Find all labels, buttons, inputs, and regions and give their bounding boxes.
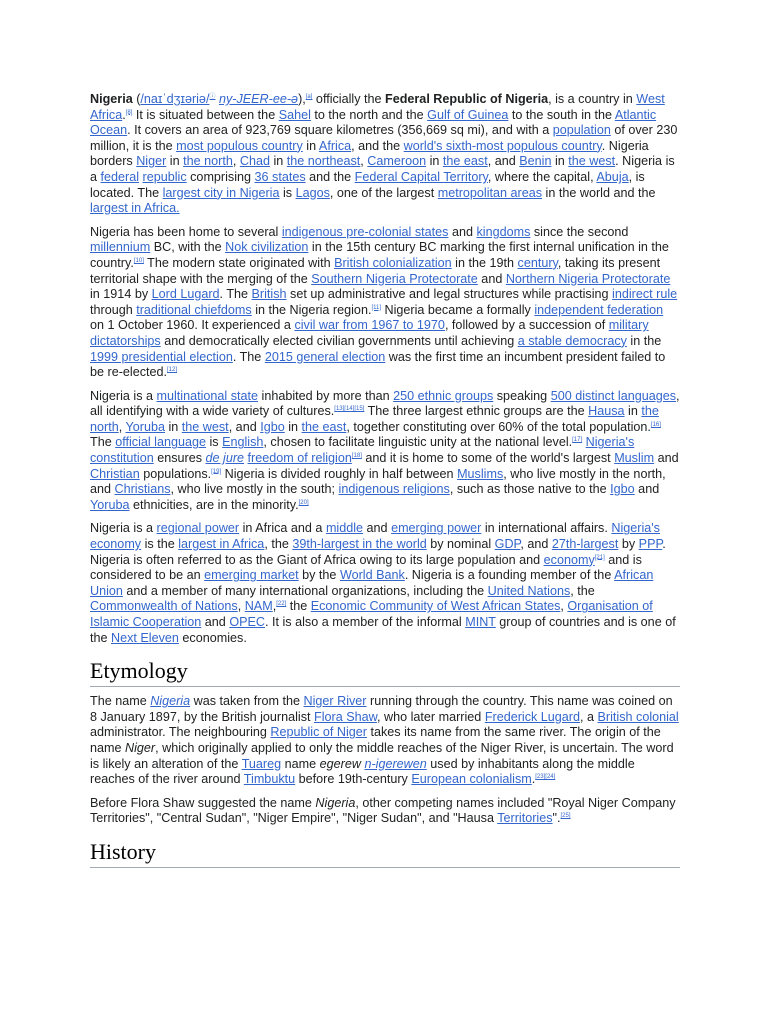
article-link[interactable]: European colonialism bbox=[411, 772, 532, 787]
text-run: speaking bbox=[493, 388, 551, 403]
article-link[interactable]: regional power bbox=[156, 521, 240, 536]
text-run: populations. bbox=[139, 466, 212, 481]
text-run: Nigeria has been home to several bbox=[90, 224, 282, 239]
article-link[interactable]: Igbo bbox=[610, 482, 635, 497]
text-run: , is a country in bbox=[548, 92, 637, 106]
text-run: , chosen to facilitate linguistic unity at the national level. bbox=[263, 435, 573, 450]
article-link[interactable]: English bbox=[222, 435, 264, 450]
text-run: , bbox=[232, 154, 240, 169]
article-link[interactable]: largest in Africa bbox=[178, 537, 265, 552]
article-link[interactable]: world's sixth-most populous country bbox=[403, 138, 602, 153]
article-link[interactable]: PPP bbox=[638, 537, 663, 552]
lead-paragraph-3 bbox=[90, 389, 680, 514]
lead-paragraph-1 bbox=[90, 92, 680, 217]
article-link[interactable]: largest in Africa. bbox=[90, 201, 180, 216]
article-link[interactable]: the west bbox=[181, 419, 229, 434]
article-link[interactable]: Economic Community of West African States bbox=[310, 599, 561, 614]
text-run: in bbox=[302, 138, 319, 153]
text-run: in bbox=[164, 419, 182, 434]
article-link[interactable]: /naɪˈdʒɪəriə/ bbox=[140, 92, 210, 106]
article-link[interactable]: 500 distinct languages bbox=[550, 388, 677, 403]
article-link[interactable]: Flora Shaw bbox=[314, 709, 378, 724]
text-run: . bbox=[122, 107, 126, 122]
text-run: in bbox=[269, 154, 287, 169]
text-run: Nigeria is a bbox=[90, 521, 157, 536]
article-link[interactable]: indigenous religions bbox=[338, 482, 450, 497]
text-run: , is located. The bbox=[90, 169, 645, 200]
reference-link[interactable]: [17] bbox=[572, 437, 583, 444]
article-link[interactable]: 1999 presidential election bbox=[90, 349, 233, 364]
text-run: in Africa and a bbox=[239, 521, 326, 536]
reference-link[interactable]: [20] bbox=[298, 499, 309, 506]
article-link[interactable]: 39th-largest in the world bbox=[292, 537, 427, 552]
text-run: in 1914 by bbox=[90, 287, 152, 302]
article-link[interactable]: Chad bbox=[239, 154, 270, 169]
text-run: administrator. The neighbouring bbox=[90, 725, 271, 740]
article-link[interactable]: century bbox=[517, 255, 558, 270]
text-run: , who live mostly in the south; bbox=[170, 482, 339, 497]
text-run: ( bbox=[132, 92, 141, 106]
text-run: It is situated between the bbox=[132, 107, 279, 122]
article-link[interactable]: African Union bbox=[90, 568, 654, 598]
article-link[interactable]: NAM bbox=[244, 599, 273, 614]
article-link[interactable]: Africa bbox=[318, 138, 352, 153]
text-run: and bbox=[363, 521, 392, 536]
text-run: used by inhabitants along the middle reaches of the river around bbox=[90, 756, 635, 787]
article-link[interactable]: British colonial bbox=[597, 709, 679, 724]
reference-link[interactable]: [25] bbox=[560, 813, 571, 820]
article-link[interactable]: population bbox=[552, 123, 611, 138]
article-link[interactable]: emerging market bbox=[204, 568, 299, 583]
article-link[interactable]: the north bbox=[183, 154, 233, 169]
text-run: the bbox=[286, 599, 311, 614]
text-run: is bbox=[279, 185, 296, 200]
article-link[interactable]: the north bbox=[90, 404, 659, 434]
text-run: BC, with the bbox=[150, 240, 226, 255]
article-link[interactable]: ny-JEER-ee-ə bbox=[218, 92, 299, 106]
text-run: is the bbox=[141, 537, 179, 552]
text-run: and bbox=[201, 615, 230, 629]
reference-link[interactable]: [11] bbox=[371, 304, 382, 311]
text-run: is bbox=[206, 435, 223, 450]
text-run: ethnicities, are in the minority. bbox=[129, 497, 299, 512]
text-run: running through the country. This name was coined on 8 January 1897, by the British journalist bbox=[90, 694, 673, 724]
text-run: , bbox=[237, 599, 245, 614]
reference-link[interactable]: [13][14][15] bbox=[334, 406, 365, 413]
article-link[interactable]: indirect rule bbox=[612, 287, 678, 302]
article-link[interactable]: Timbuktu bbox=[243, 772, 296, 787]
text-run: , bbox=[360, 154, 368, 169]
article-link[interactable]: most populous country bbox=[176, 138, 303, 153]
article-link[interactable]: British colonialization bbox=[334, 255, 452, 270]
text-run: , all identifying with a wide variety of cultures. bbox=[90, 388, 680, 419]
article-link[interactable]: Sahel bbox=[278, 107, 311, 122]
reference-link[interactable]: [12] bbox=[167, 366, 178, 373]
reference-link[interactable]: [8] bbox=[125, 109, 133, 116]
article-link[interactable]: Cameroon bbox=[367, 154, 427, 169]
text-run: to the south in the bbox=[508, 107, 615, 122]
article-link[interactable]: kingdoms bbox=[476, 224, 531, 239]
article-link[interactable]: Benin bbox=[519, 154, 552, 169]
text-run: The three largest ethnic groups are the bbox=[364, 404, 589, 419]
article-link[interactable]: United Nations bbox=[487, 583, 571, 598]
text-run: and democratically elected civilian governments until achieving bbox=[160, 333, 518, 348]
text-run: and the bbox=[305, 169, 355, 184]
text-run: . It is also a member of the informal bbox=[265, 615, 466, 629]
article-link[interactable]: the west bbox=[568, 154, 616, 169]
text-run: , bbox=[560, 599, 568, 614]
text-run: , such as those native to the bbox=[449, 482, 611, 497]
article-link[interactable]: Atlantic Ocean bbox=[90, 107, 657, 138]
text-run: in bbox=[426, 154, 443, 169]
text-run: The bbox=[90, 435, 116, 450]
article-link[interactable]: Yoruba bbox=[125, 419, 165, 434]
etymology-paragraph-2 bbox=[90, 796, 680, 827]
text-run: , bbox=[118, 419, 126, 434]
article-link[interactable]: Nigeria's constitution bbox=[90, 435, 635, 466]
article-link[interactable]: Lord Lugard bbox=[151, 287, 220, 302]
text-run: , and bbox=[487, 154, 520, 169]
text-run: on 1 October 1960. It experienced a bbox=[90, 318, 295, 333]
article-link[interactable]: British bbox=[251, 287, 287, 302]
text-run: by bbox=[618, 537, 639, 552]
history-heading: History bbox=[90, 839, 680, 868]
article-link[interactable]: Nok civilization bbox=[225, 240, 309, 255]
article-link[interactable]: Muslim bbox=[614, 451, 655, 466]
article-link[interactable]: metropolitan areas bbox=[437, 185, 543, 200]
text-run: ), bbox=[298, 92, 306, 106]
text-run: inhabited by more than bbox=[258, 388, 394, 403]
reference-link[interactable]: [a] bbox=[305, 93, 313, 100]
text-run: in the world and the bbox=[542, 185, 656, 200]
article-link[interactable]: World Bank bbox=[339, 568, 405, 583]
article-link[interactable]: Muslims bbox=[457, 466, 504, 481]
text-run: . bbox=[531, 772, 536, 787]
article-link[interactable]: the northeast bbox=[286, 154, 361, 169]
article-link[interactable]: n-igerewen bbox=[364, 756, 427, 771]
article-link[interactable]: economy bbox=[543, 552, 595, 567]
article-link[interactable]: OPEC bbox=[229, 615, 266, 629]
text-run: , one of the largest bbox=[329, 185, 438, 200]
article-link[interactable]: a stable democracy bbox=[517, 333, 627, 348]
text-run: and a member of many international organizations, including the bbox=[122, 583, 488, 598]
article-link[interactable]: Southern Nigeria Protectorate bbox=[311, 271, 478, 286]
text-run: economies. bbox=[178, 630, 247, 645]
text-run: , which originally applied to only the middle reaches of the Niger River, is uncertain. The word is likely an alteration of the bbox=[90, 740, 674, 771]
article-link[interactable]: official language bbox=[115, 435, 206, 450]
reference-link[interactable]: [21] bbox=[594, 554, 605, 561]
text-run: and it is home to some of the world's largest bbox=[361, 451, 615, 466]
text-run: , who live mostly in the north, and bbox=[90, 466, 666, 497]
article-link[interactable]: Abuja bbox=[596, 169, 629, 184]
lead-paragraph-2 bbox=[90, 225, 680, 381]
text-run: in international affairs. bbox=[481, 521, 612, 536]
article-link[interactable]: Niger River bbox=[303, 694, 367, 709]
text-run: in bbox=[166, 154, 184, 169]
text-run: in the bbox=[626, 333, 662, 348]
text-run: , the bbox=[264, 537, 293, 552]
text-run: and bbox=[477, 271, 506, 286]
article-link[interactable]: independent federation bbox=[534, 302, 664, 317]
lead-paragraph-4 bbox=[90, 521, 680, 646]
text-run: to the north and the bbox=[310, 107, 428, 122]
article-link[interactable]: Commonwealth of Nations bbox=[90, 599, 238, 614]
article-link[interactable]: Gulf of Guinea bbox=[427, 107, 509, 122]
italic-text: Niger bbox=[125, 740, 156, 755]
text-run: , other competing names included "Royal Niger Company Territories", "Central Sudan", "Niger Empire", "Niger Sudan", and "Hausa bbox=[90, 795, 676, 826]
text-run: in the 19th bbox=[451, 255, 518, 270]
text-run: , bbox=[272, 599, 277, 614]
article-content bbox=[90, 92, 680, 875]
article-link[interactable]: millennium bbox=[90, 240, 151, 255]
article-link[interactable]: Frederick Lugard bbox=[484, 709, 581, 724]
reference-link[interactable]: [23][24] bbox=[535, 773, 556, 780]
article-link[interactable]: Christians bbox=[114, 482, 171, 497]
text-run: . The bbox=[232, 349, 265, 364]
article-link[interactable]: freedom of religion bbox=[247, 451, 352, 466]
text-run: . Nigeria borders bbox=[90, 138, 649, 169]
text-run: before 19th-century bbox=[295, 772, 412, 787]
article-link[interactable]: Hausa bbox=[588, 404, 625, 419]
text-run: takes its name from the same river. The origin of the name bbox=[90, 725, 661, 755]
article-link[interactable]: Niger bbox=[136, 154, 167, 169]
text-run: Nigeria is a bbox=[90, 388, 157, 403]
text-run: by nominal bbox=[426, 537, 495, 552]
article-link[interactable]: the east bbox=[301, 419, 347, 434]
article-link[interactable]: the east bbox=[442, 154, 488, 169]
article-link[interactable]: 36 states bbox=[254, 169, 306, 184]
article-link[interactable]: federal bbox=[100, 169, 140, 184]
article-link[interactable]: Northern Nigeria Protectorate bbox=[505, 271, 671, 286]
text-run: , taking its present territorial shape with the merging of the bbox=[90, 255, 661, 286]
article-link[interactable]: MINT bbox=[465, 615, 496, 629]
reference-link[interactable]: [10] bbox=[133, 257, 144, 264]
article-link[interactable]: emerging power bbox=[391, 521, 482, 536]
text-run: in bbox=[624, 404, 642, 419]
text-run: and is considered to be an bbox=[90, 552, 642, 583]
article-link[interactable]: largest city in Nigeria bbox=[162, 185, 280, 200]
text-run: was the first time an incumbent president failed to be re-elected. bbox=[90, 349, 666, 380]
article-link[interactable]: Tuareg bbox=[241, 756, 282, 771]
text-run: officially the bbox=[312, 92, 386, 106]
article-link[interactable]: Next Eleven bbox=[111, 630, 179, 645]
bold-text: Nigeria bbox=[90, 92, 133, 106]
article-link[interactable]: Nigeria bbox=[150, 694, 191, 709]
article-link[interactable]: Nigeria's economy bbox=[90, 521, 660, 552]
text-run: , where the capital, bbox=[487, 169, 597, 184]
reference-link[interactable]: [18] bbox=[351, 452, 362, 459]
text-run: and bbox=[448, 224, 477, 239]
text-run: of over 230 million, it is the bbox=[90, 123, 678, 153]
article-link[interactable]: Christian bbox=[90, 466, 140, 481]
text-run: and bbox=[634, 482, 660, 497]
text-run: , and bbox=[520, 537, 552, 552]
text-run: . Nigeria is a bbox=[90, 154, 675, 184]
text-run: since the second bbox=[530, 224, 629, 239]
text-run: , and bbox=[228, 419, 261, 434]
text-run: . Nigeria is a founding member of the bbox=[404, 568, 615, 583]
article-link[interactable]: Lagos bbox=[295, 185, 330, 200]
text-run: through bbox=[90, 302, 137, 317]
text-run: , and the bbox=[351, 138, 404, 153]
article-link[interactable]: middle bbox=[325, 521, 364, 536]
etymology-heading: Etymology bbox=[90, 658, 680, 687]
text-run: . It covers an area of 923,769 square kilometres (356,669 sq mi), and with a bbox=[127, 123, 553, 138]
text-run: and bbox=[654, 451, 679, 466]
text-run: , followed by a succession of bbox=[444, 318, 609, 333]
text-run: , a bbox=[580, 709, 598, 724]
text-run: name bbox=[281, 756, 320, 771]
text-run: ensures bbox=[153, 451, 206, 466]
text-run: . Nigeria is often referred to as the Giant of Africa owing to its large population and bbox=[90, 537, 666, 567]
article-link[interactable]: republic bbox=[142, 169, 187, 184]
text-run: comprising bbox=[186, 169, 255, 184]
article-link[interactable]: 250 ethnic groups bbox=[393, 388, 494, 403]
text-run: in bbox=[551, 154, 569, 169]
text-run: Before Flora Shaw suggested the name bbox=[90, 795, 316, 810]
text-run: group of countries and is one of the bbox=[90, 615, 676, 645]
italic-text: Nigeria bbox=[315, 795, 356, 810]
article-link[interactable]: Igbo bbox=[260, 419, 285, 434]
reference-link[interactable]: [22] bbox=[276, 601, 287, 608]
article-link[interactable]: de jure bbox=[205, 451, 245, 466]
bold-text: Federal Republic of Nigeria bbox=[385, 92, 549, 106]
reference-link[interactable]: ⓘ bbox=[209, 93, 216, 100]
reference-link[interactable]: [19] bbox=[211, 468, 222, 475]
text-run: The modern state originated with bbox=[143, 255, 335, 270]
article-link[interactable]: Republic of Niger bbox=[270, 725, 367, 740]
article-link[interactable]: Federal Capital Territory bbox=[354, 169, 488, 184]
reference-link[interactable]: [16] bbox=[650, 421, 661, 428]
article-link[interactable]: civil war from 1967 to 1970 bbox=[294, 318, 445, 333]
article-link[interactable]: military dictatorships bbox=[90, 318, 649, 348]
text-run: Nigeria became a formally bbox=[381, 302, 535, 317]
text-run: Nigeria is divided roughly in half between bbox=[221, 466, 458, 481]
article-link[interactable]: 27th-largest bbox=[551, 537, 619, 552]
article-link[interactable]: 2015 general election bbox=[264, 349, 386, 364]
text-run: . The bbox=[219, 287, 252, 302]
text-run: , together constituting over 60% of the total population. bbox=[346, 419, 651, 434]
text-run: ". bbox=[552, 811, 561, 826]
text-run: in the Nigeria region. bbox=[251, 302, 372, 317]
text-run: set up administrative and legal structures while practising bbox=[286, 287, 613, 302]
article-link[interactable]: traditional chiefdoms bbox=[136, 302, 252, 317]
text-run: was taken from the bbox=[190, 694, 304, 709]
article-link[interactable]: Organisation of Islamic Cooperation bbox=[90, 599, 653, 629]
article-link[interactable]: multinational state bbox=[156, 388, 259, 403]
text-run: in bbox=[284, 419, 302, 434]
article-link[interactable]: Yoruba bbox=[90, 497, 130, 512]
article-link[interactable]: GDP bbox=[494, 537, 521, 552]
etymology-paragraph-1 bbox=[90, 694, 680, 788]
article-link[interactable]: West Africa bbox=[90, 92, 665, 122]
italic-text: egerew bbox=[319, 756, 361, 771]
text-run: in the 15th century BC marking the first internal unification in the country. bbox=[90, 240, 669, 270]
text-run: The name bbox=[90, 694, 151, 709]
article-link[interactable]: Territories bbox=[497, 811, 553, 826]
article-link[interactable]: indigenous pre-colonial states bbox=[281, 224, 449, 239]
text-run: , the bbox=[570, 583, 595, 598]
text-run: , who later married bbox=[377, 709, 485, 724]
text-run: by the bbox=[298, 568, 340, 583]
